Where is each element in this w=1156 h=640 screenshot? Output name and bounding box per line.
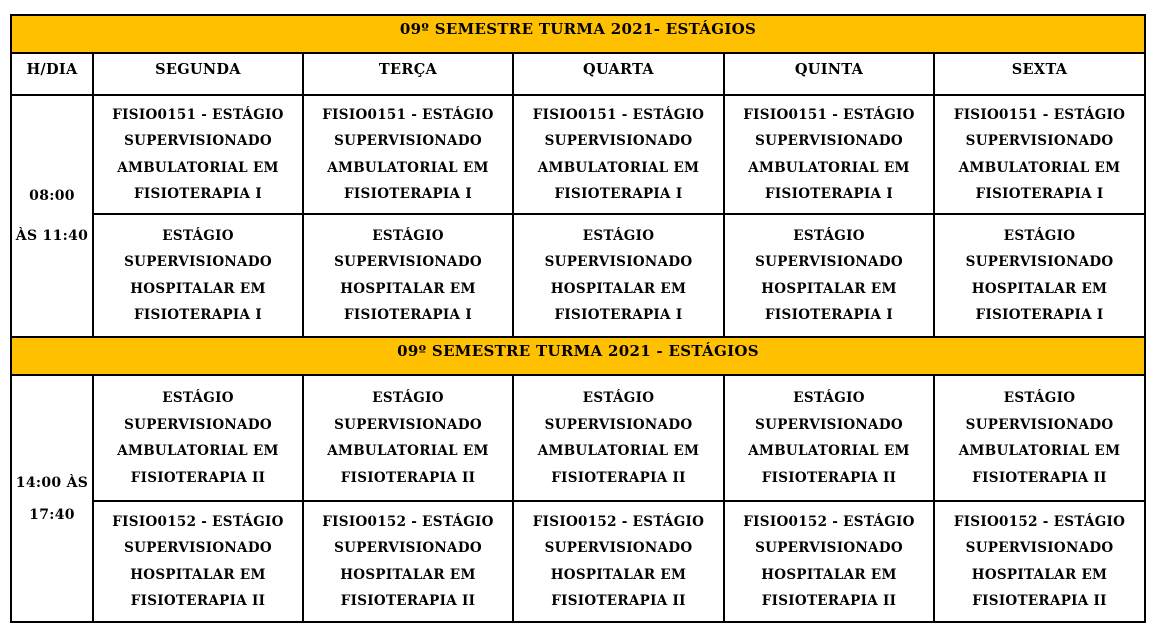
semester-band-1: 09º SEMESTRE TURMA 2021- ESTÁGIOS xyxy=(11,15,1145,53)
course-cell-quinta-morning-1: FISIO0151 - ESTÁGIO SUPERVISIONADO AMBULATORIAL EM FISIOTERAPIA I xyxy=(724,95,934,214)
course-cell-terca-morning-2: ESTÁGIO SUPERVISIONADO HOSPITALAR EM FISIOTERAPIA I xyxy=(303,214,513,337)
course-cell-terca-afternoon-2: FISIO0152 - ESTÁGIO SUPERVISIONADO HOSPITALAR EM FISIOTERAPIA II xyxy=(303,501,513,622)
column-header-hdia: H/DIA xyxy=(11,53,93,95)
column-header-terca: TERÇA xyxy=(303,53,513,95)
column-header-quinta: QUINTA xyxy=(724,53,934,95)
course-cell-segunda-morning-1: FISIO0151 - ESTÁGIO SUPERVISIONADO AMBULATORIAL EM FISIOTERAPIA I xyxy=(93,95,303,214)
course-cell-segunda-morning-2: ESTÁGIO SUPERVISIONADO HOSPITALAR EM FISIOTERAPIA I xyxy=(93,214,303,337)
course-cell-quinta-afternoon-2: FISIO0152 - ESTÁGIO SUPERVISIONADO HOSPITALAR EM FISIOTERAPIA II xyxy=(724,501,934,622)
course-cell-terca-morning-1: FISIO0151 - ESTÁGIO SUPERVISIONADO AMBULATORIAL EM FISIOTERAPIA I xyxy=(303,95,513,214)
column-header-segunda: SEGUNDA xyxy=(93,53,303,95)
course-cell-terca-afternoon-1: ESTÁGIO SUPERVISIONADO AMBULATORIAL EM FISIOTERAPIA II xyxy=(303,375,513,501)
course-cell-segunda-afternoon-2: FISIO0152 - ESTÁGIO SUPERVISIONADO HOSPITALAR EM FISIOTERAPIA II xyxy=(93,501,303,622)
course-cell-sexta-afternoon-1: ESTÁGIO SUPERVISIONADO AMBULATORIAL EM FISIOTERAPIA II xyxy=(934,375,1145,501)
column-header-sexta: SEXTA xyxy=(934,53,1145,95)
course-cell-quarta-morning-1: FISIO0151 - ESTÁGIO SUPERVISIONADO AMBULATORIAL EM FISIOTERAPIA I xyxy=(513,95,724,214)
time-slot-afternoon: 14:00 ÀS 17:40 xyxy=(11,375,93,622)
semester-band-2: 09º SEMESTRE TURMA 2021 - ESTÁGIOS xyxy=(11,337,1145,375)
course-cell-quarta-afternoon-2: FISIO0152 - ESTÁGIO SUPERVISIONADO HOSPITALAR EM FISIOTERAPIA II xyxy=(513,501,724,622)
course-cell-sexta-afternoon-2: FISIO0152 - ESTÁGIO SUPERVISIONADO HOSPITALAR EM FISIOTERAPIA II xyxy=(934,501,1145,622)
column-header-quarta: QUARTA xyxy=(513,53,724,95)
course-cell-quinta-afternoon-1: ESTÁGIO SUPERVISIONADO AMBULATORIAL EM FISIOTERAPIA II xyxy=(724,375,934,501)
time-slot-morning: 08:00 ÀS 11:40 xyxy=(11,95,93,337)
course-cell-sexta-morning-2: ESTÁGIO SUPERVISIONADO HOSPITALAR EM FISIOTERAPIA I xyxy=(934,214,1145,337)
schedule-table xyxy=(10,14,1146,623)
course-cell-quinta-morning-2: ESTÁGIO SUPERVISIONADO HOSPITALAR EM FISIOTERAPIA I xyxy=(724,214,934,337)
course-cell-segunda-afternoon-1: ESTÁGIO SUPERVISIONADO AMBULATORIAL EM FISIOTERAPIA II xyxy=(93,375,303,501)
course-cell-sexta-morning-1: FISIO0151 - ESTÁGIO SUPERVISIONADO AMBULATORIAL EM FISIOTERAPIA I xyxy=(934,95,1145,214)
course-cell-quarta-morning-2: ESTÁGIO SUPERVISIONADO HOSPITALAR EM FISIOTERAPIA I xyxy=(513,214,724,337)
course-cell-quarta-afternoon-1: ESTÁGIO SUPERVISIONADO AMBULATORIAL EM FISIOTERAPIA II xyxy=(513,375,724,501)
